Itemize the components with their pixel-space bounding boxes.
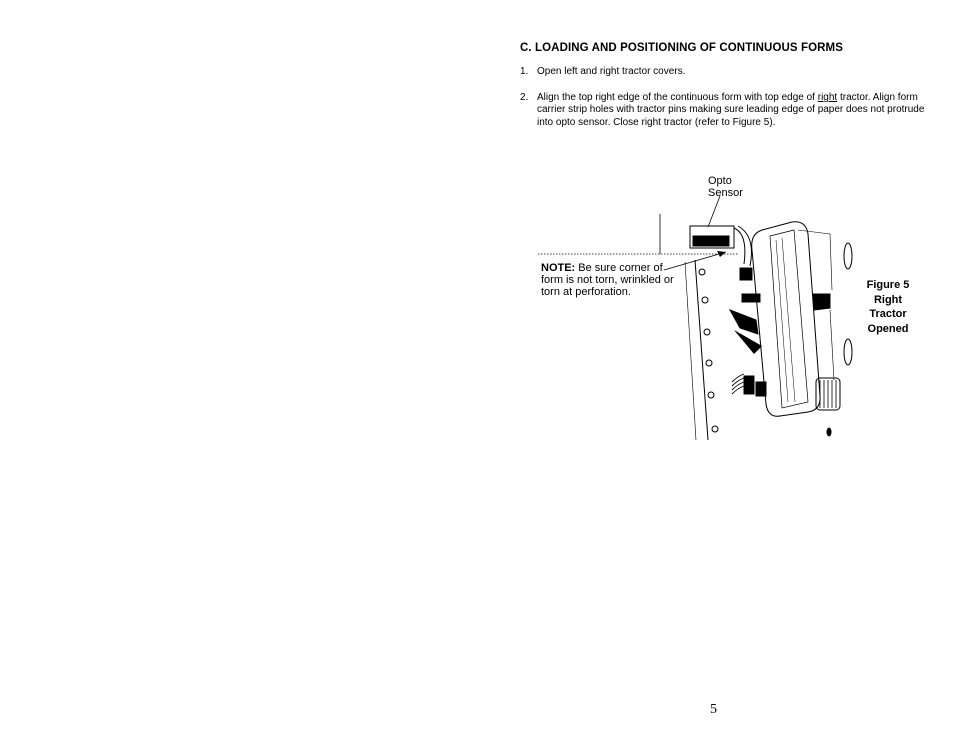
opto-sensor-label: Opto Sensor xyxy=(708,175,743,199)
figure-5 xyxy=(530,170,930,450)
figure-caption: Figure 5 Right Tractor Opened xyxy=(866,279,910,335)
step-number: 1. xyxy=(520,66,529,77)
step-text: Open left and right tractor covers. xyxy=(537,66,686,77)
step-text-part: tractor. Align form carrier strip holes with tractor pins making sure leading edge of paper does not protrude into opto sensor. Close right tractor (refer to Figure 5). xyxy=(537,92,925,128)
section-title: C. LOADING AND POSITIONING OF CONTINUOUS FORMS xyxy=(520,42,843,54)
step-number: 2. xyxy=(520,92,529,103)
step-text-part: Align the top right edge of the continuous form with top edge of xyxy=(537,92,818,103)
page-number: 5 xyxy=(710,702,717,717)
note-label: NOTE: Be sure corner of form is not torn, wrinkled or torn at perforation. xyxy=(541,262,674,298)
step-text xyxy=(537,92,937,129)
underlined-word: right xyxy=(817,92,838,103)
